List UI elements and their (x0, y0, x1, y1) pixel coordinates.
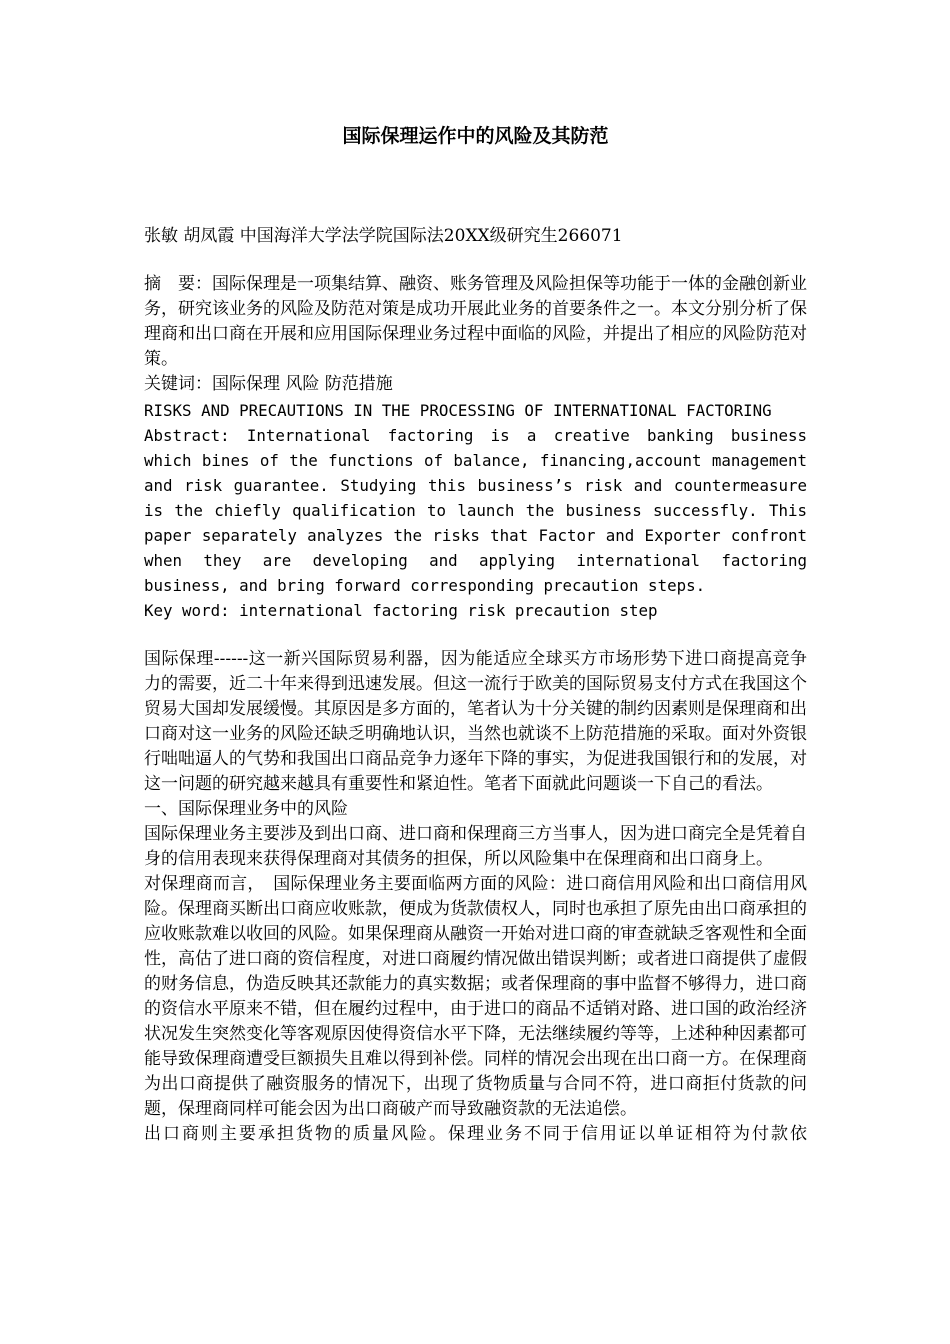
chinese-abstract-section (144, 272, 807, 397)
author-line: 张敏 胡凤霞 中国海洋大学法学院国际法20XX级研究生266071 (144, 226, 623, 246)
english-abstract: Abstract: International factoring is a creative banking business which bines of the functions of balance, financing,account management and risk guarantee. Studying this business’s risk and countermeasure is the chiefly qualification to launch the business successfly. This paper separately analyzes the risks that Factor and Exporter confront when they are developing and applying international factoring business, and bring forward corresponding precaution steps. (144, 426, 807, 595)
body-paragraph: 国际保理------这一新兴国际贸易利器，因为能适应全球买方市场形势下进口商提高竞争力的需要，近二十年来得到迅速发展。但这一流行于欧美的国际贸易支付方式在我国这个贸易大国却发展缓慢。其原因是多方面的，笔者认为十分关键的制约因素则是保理商和出口商对这一业务的风险还缺乏明确地认识，当然也就谈不上防范措施的采取。面对外资银行咄咄逼人的气势和我国出口商品竞争力逐年下降的事实，为促进我国银行和的发展，对这一问题的研究越来越具有重要性和紧迫性。笔者下面就此问题谈一下自己的看法。 (144, 649, 807, 794)
english-abstract-section (144, 398, 807, 623)
body-paragraph: 出口商则主要承担货物的质量风险。保理业务不同于信用证以单证相符为付款依 (144, 1124, 807, 1144)
chinese-keywords: 关键词：国际保理 风险 防范措施 (144, 374, 393, 394)
body-paragraph: 对保理商而言， 国际保理业务主要面临两方面的风险：进口商信用风险和出口商信用风险。保理商买断出口商应收账款，便成为货款债权人，同时也承担了原先由出口商承担的应收账款难以收回的风险。如果保理商从融资一开始对进口商的审查就缺乏客观性和全面性，高估了进口商的资信程度，对进口商履约情况做出错误判断；或者进口商提供了虚假的财务信息，伪造反映其还款能力的真实数据；或者保理商的事中监督不够得力，进口商的资信水平原来不错，但在履约过程中，由于进口的商品不适销对路、进口国的政治经济状况发生突然变化等客观原因使得资信水平下降，无法继续履约等等，上述种种因素都可能导致保理商遭受巨额损失且难以得到补偿。同样的情况会出现在出口商一方。在保理商为出口商提供了融资服务的情况下，出现了货物质量与合同不符，进口商拒付货款的问题，保理商同样可能会因为出口商破产而导致融资款的无法追偿。 (144, 874, 807, 1119)
section-heading: 一、国际保理业务中的风险 (144, 799, 348, 819)
body-text (144, 647, 807, 1147)
english-keywords: Key word: international factoring risk precaution step (144, 601, 658, 620)
body-paragraph: 国际保理业务主要涉及到出口商、进口商和保理商三方当事人，因为进口商完全是凭着自身的信用表现来获得保理商对其债务的担保，所以风险集中在保理商和出口商身上。 (144, 824, 807, 869)
document-title: 国际保理运作中的风险及其防范 (342, 125, 609, 147)
english-title: RISKS AND PRECAUTIONS IN THE PROCESSING OF INTERNATIONAL FACTORING (144, 401, 772, 420)
chinese-abstract: 摘 要：国际保理是一项集结算、融资、账务管理及风险担保等功能于一体的金融创新业务，研究该业务的风险及防范对策是成功开展此业务的首要条件之一。本文分别分析了保理商和出口商在开展和应用国际保理业务过程中面临的风险，并提出了相应的风险防范对策。 (144, 274, 807, 369)
